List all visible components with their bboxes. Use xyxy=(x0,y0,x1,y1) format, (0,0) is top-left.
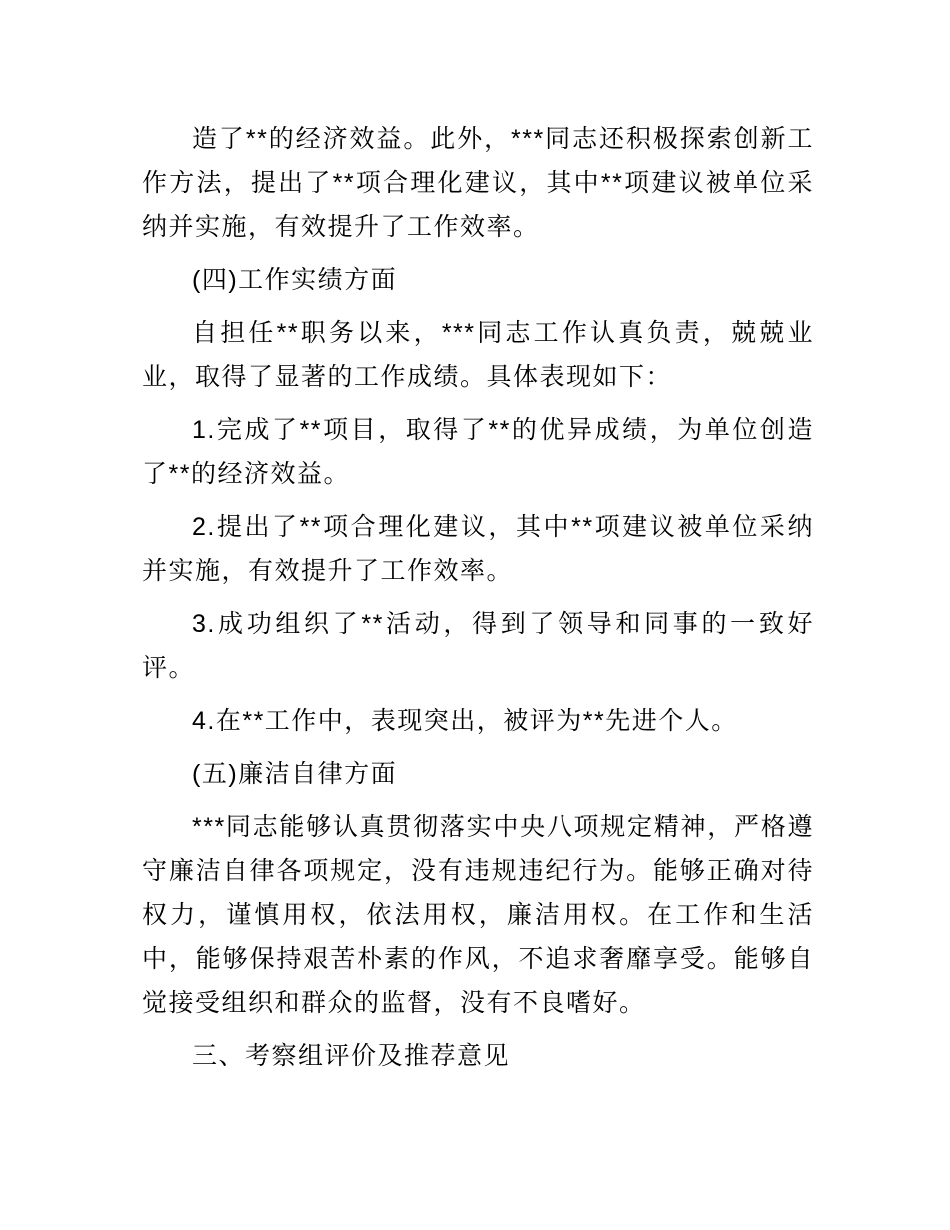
paragraph-continuation: 造了**的经济效益。此外，***同志还积极探索创新工作方法，提出了**项合理化建议，其中**项建议被单位采纳并实施，有效提升了工作效率。 xyxy=(142,125,814,241)
paragraph: ***同志能够认真贯彻落实中央八项规定精神，严格遵守廉洁自律各项规定，没有违规违纪行为。能够正确对待权力，谨慎用权，依法用权，廉洁用权。在工作和生活中，能够保持艰苦朴素的作风，不追求奢靡享受。能够自觉接受组织和群众的监督，没有不良嗜好。 xyxy=(142,813,814,1017)
section-heading-3: 三、考察组评价及推荐意见 xyxy=(192,1042,511,1070)
document-body xyxy=(142,117,814,1078)
section-heading-5: (五)廉洁自律方面 xyxy=(192,760,398,788)
list-item-3: 3.成功组织了**活动，得到了领导和同事的一致好评。 xyxy=(142,610,814,682)
list-item-1: 1.完成了**项目，取得了**的优异成绩，为单位创造了**的经济效益。 xyxy=(142,416,814,488)
paragraph: 自担任**职务以来，***同志工作认真负责，兢兢业业，取得了显著的工作成绩。具体表现如下： xyxy=(142,319,814,391)
list-item-4: 4.在**工作中，表现突出，被评为**先进个人。 xyxy=(192,707,738,735)
list-item-2: 2.提出了**项合理化建议，其中**项建议被单位采纳并实施，有效提升了工作效率。 xyxy=(142,513,814,585)
section-heading-4: (四)工作实绩方面 xyxy=(192,266,398,294)
